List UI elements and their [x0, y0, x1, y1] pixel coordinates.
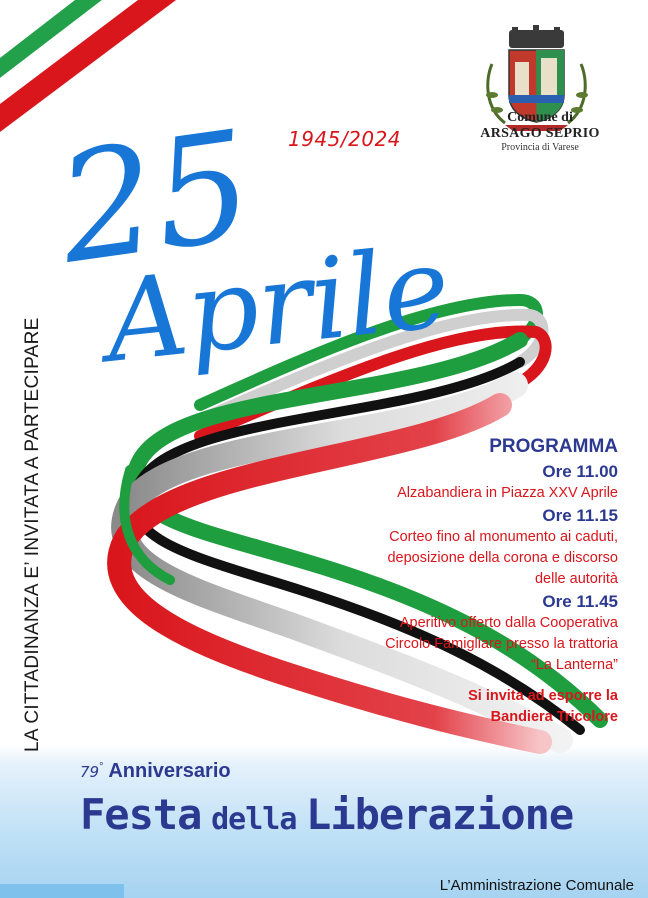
flag-invite-line2: Bandiera Tricolore	[490, 709, 618, 725]
festa-title	[80, 790, 573, 839]
anniversary-word: Anniversario	[108, 760, 231, 782]
program-time-1: Ore 11.00	[542, 462, 618, 481]
anniversary-degree: °	[99, 761, 104, 773]
program-desc-3c: “La Lanterna”	[530, 657, 618, 673]
festa-word: Festa	[80, 790, 202, 839]
program-desc-2a: Corteo fino al monumento ai caduti,	[389, 529, 618, 545]
flag-invite-line1: Si invita ad esporre la	[468, 688, 618, 704]
programma-title: PROGRAMMA	[489, 436, 618, 457]
program-desc-2c: delle autorità	[534, 571, 618, 587]
program-desc-2b: deposizione della corona e discorso	[387, 550, 618, 566]
liberazione-word: Liberazione	[306, 790, 574, 839]
programma-block	[298, 434, 618, 728]
day-number: 25	[48, 98, 262, 298]
comune-block	[470, 28, 610, 153]
program-time-3: Ore 11.45	[542, 592, 618, 611]
anniversary-label	[80, 760, 231, 783]
della-word: della	[211, 802, 297, 837]
program-desc-3b: Circolo Famigliare presso la trattoria	[385, 636, 618, 652]
program-desc-3a: Aperitivo offerto dalla Cooperativa	[399, 615, 618, 631]
comune-prefix: Comune di	[507, 110, 573, 125]
flag-invite	[298, 686, 618, 728]
anniversary-number: 79	[80, 763, 100, 781]
crest-spacer	[470, 28, 610, 108]
program-desc-1: Alzabandiera in Piazza XXV Aprile	[397, 485, 618, 501]
years-label: 1945/2024	[288, 127, 402, 151]
comune-province: Provincia di Varese	[501, 142, 579, 153]
participation-invite: LA CITTADINANZA E’ INVITATA A PARTECIPARE	[22, 317, 43, 752]
amministrazione-signature: L’Amministrazione Comunale	[439, 877, 634, 894]
program-time-2: Ore 11.15	[542, 506, 618, 525]
month-name: Aprile	[99, 222, 456, 388]
comune-name: ARSAGO SEPRIO	[480, 126, 600, 141]
